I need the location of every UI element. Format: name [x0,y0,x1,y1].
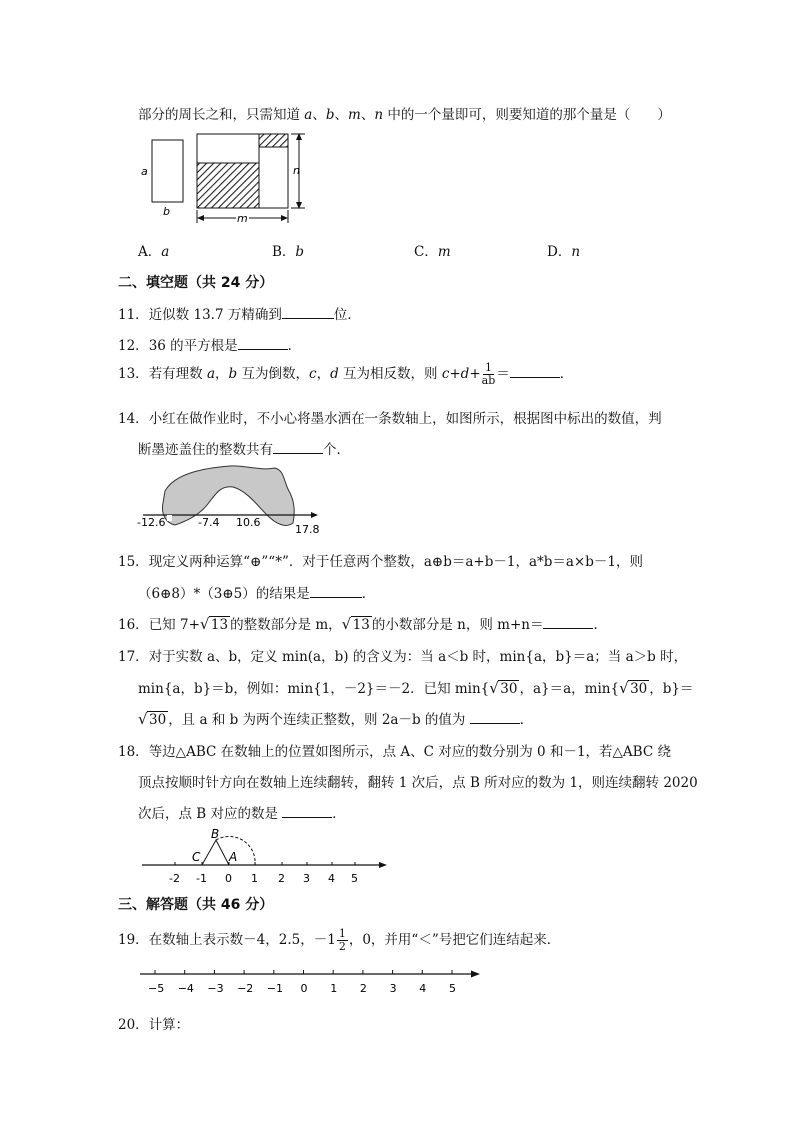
tick-label: 5 [449,982,456,995]
option-c[interactable]: C．m [414,244,451,260]
q18-blank [282,804,332,818]
svg-text:-2: -2 [169,872,180,885]
q19-number-line [138,962,488,998]
option-b[interactable]: B．b [272,244,305,260]
q14-ink-figure [135,463,325,538]
point-a: A [229,850,238,864]
q18-line2: 顶点按顺时针方向在数轴上连续翻转，翻转 1 次后，点 B 所对应的数为 1，则连续翻转 2020 [138,775,698,791]
option-a[interactable]: A．a [138,244,170,260]
label-17-8: 17.8 [295,523,320,536]
tick-label: 2 [359,982,367,995]
tick-label: 3 [389,982,397,995]
q17-blank [470,710,520,724]
option-d[interactable]: D．n [547,244,581,260]
label-b: b [163,205,170,218]
q14-line1: 14．小红在做作业时，不小心将墨水洒在一条数轴上，如图所示，根据图中标出的数值，判 [118,411,662,427]
q17-line3: √ 30 ，且 a 和 b 为两个连续正整数，则 2a－b 的值为 ． [138,710,534,728]
tick-label: −5 [148,982,165,995]
q15-blank [310,584,362,598]
svg-text:2: 2 [278,872,285,885]
q11: 11．近似数 13.7 万精确到 位． [118,307,361,323]
ink-blot [163,466,295,526]
label-m: m [237,212,248,225]
tick-label: −1 [266,982,284,995]
svg-text:5: 5 [351,872,358,885]
q18-line3: 次后，点 B 对应的数是 ． [138,806,346,822]
svg-text:4: 4 [328,872,335,885]
q17-line1: 17．对于实数 a、b，定义 min(a，b) 的含义为：当 a＜b 时，min{a，b}＝a；当 a＞b 时， [118,649,688,665]
q18-figure [138,826,393,886]
tick-label: −4 [177,982,194,995]
tick-label: 1 [330,982,338,995]
hatched-bottom-left [197,163,259,208]
small-rectangle [152,140,183,202]
tick-label: 0 [300,982,308,995]
hatched-top-right [259,134,288,147]
q13: 13．若有理数 a，b 互为倒数，c，d 互为相反数，则 c+d+ $\frac{1}{ab}$ ＝ ． [118,361,574,387]
svg-text:1: 1 [251,872,258,885]
svg-text:0: 0 [225,872,232,885]
q15-line2: （6⊕8）*（3⊕5）的结果是 ． [138,586,376,602]
point-c: C [192,850,201,864]
q15-line1: 15．现定义两种运算“⊕”“*”．对于任意两个整数，a⊕b＝a+b－1，a*b＝a×b－1，则 [118,554,643,570]
q19-fraction: $\frac{1}{2}$ [338,927,346,953]
triangle-abc [202,840,229,865]
q20: 20．计算： [118,1017,190,1033]
tick-label: 4 [419,982,427,995]
q16: 16．已知 7+ √ 13 的整数部分是 m， √ 13 的小数部分是 n，则 m+n＝ ． [118,615,607,633]
q17-line2: min{a，b}＝b，例如：min{1，－2}＝－2．已知 min{ √ 30 ，a}＝a，min{ √ 30 ，b}＝ [138,679,694,697]
q16-blank [543,615,593,629]
q18-line1: 18．等边△ABC 在数轴上的位置如图所示，点 A、C 对应的数分别为 0 和－1，若△ABC 绕 [118,744,671,760]
q13-blank [510,364,560,378]
q13-fraction: $\frac{1}{ab}$ [481,361,496,387]
tick-label: −3 [207,982,224,995]
section3-title: 三、解答题（共 46 分） [118,897,274,913]
svg-text:3: 3 [303,872,310,885]
label-a: a [141,165,148,178]
label-10-6: 10.6 [236,516,261,529]
label-neg-7-4: -7.4 [198,516,220,529]
label-n: n [293,164,300,177]
section2-title: 二、填空题（共 24 分） [118,275,274,291]
q14-line2: 断墨迹盖住的整数共有 个． [138,442,350,458]
point-b: B [211,827,220,841]
q10-figure [135,128,325,228]
q19: 19．在数轴上表示数－4，2.5，－1 $\frac{1}{2}$ ，0，并用“＜”号把它们连结起来． [118,927,561,953]
tick-label: −2 [237,982,254,995]
q11-blank [282,305,334,319]
q12: 12．36 的平方根是 ． [118,338,302,354]
q14-blank [273,440,323,454]
svg-text:-1: -1 [196,872,207,885]
q10-text: 部分的周长之和，只需知道 a、b、m、n 中的一个量即可，则要知道的那个量是（ ） [138,107,671,123]
label-neg-12-6: -12.6 [137,516,166,529]
q12-blank [238,336,288,350]
